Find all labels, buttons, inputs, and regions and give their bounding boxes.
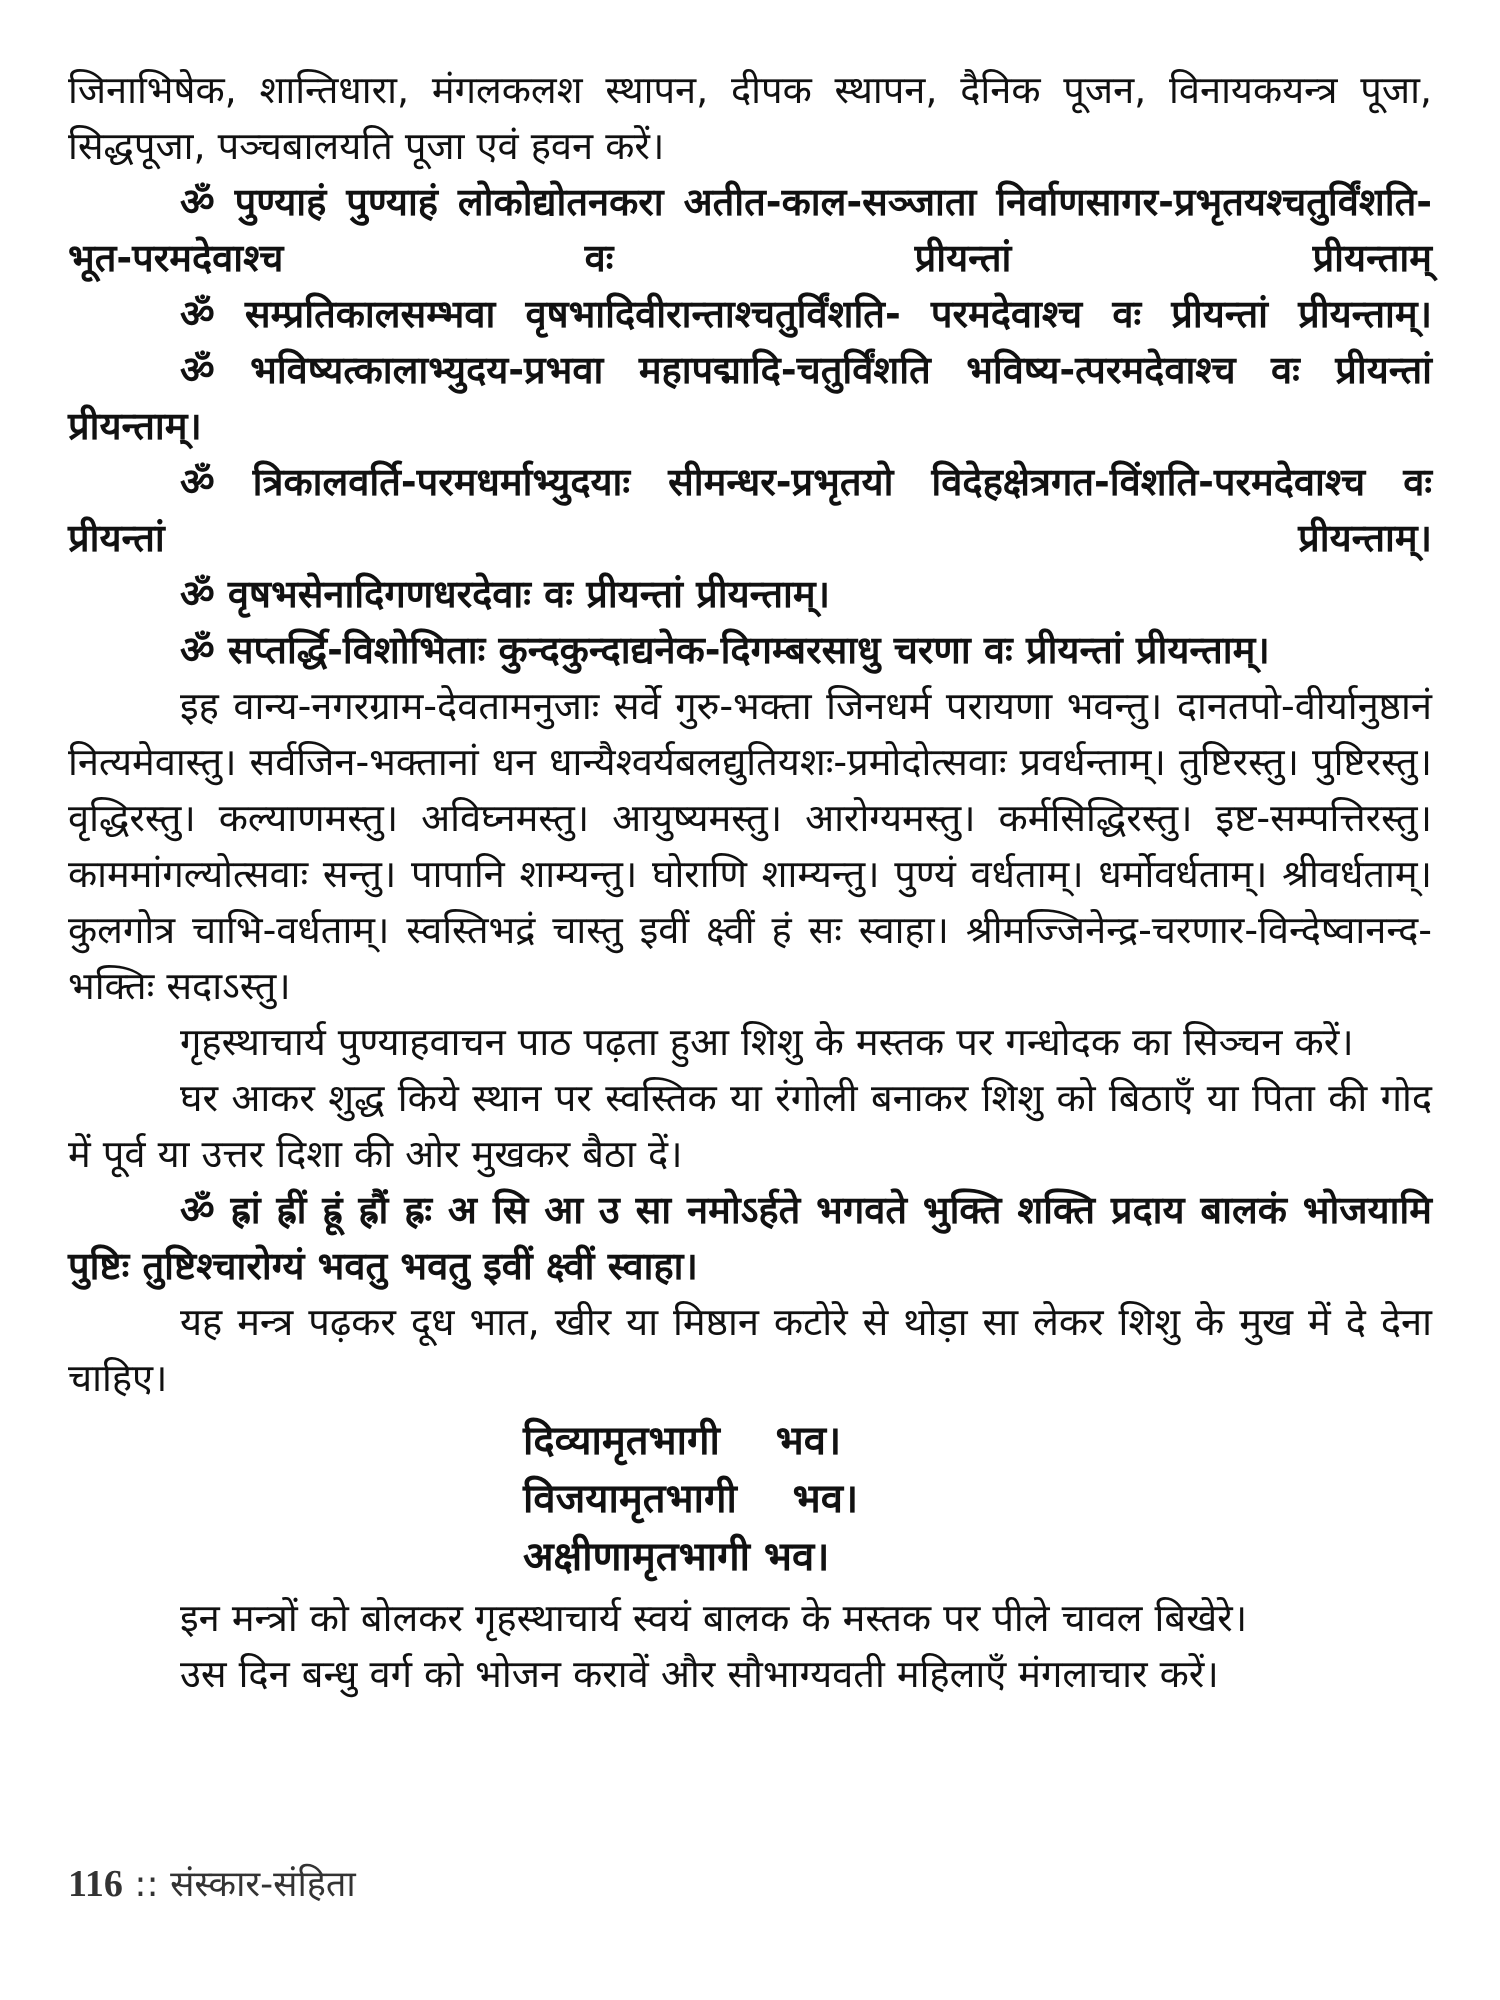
verse-line: अक्षीणामृतभागी भव। [523,1534,830,1580]
instruction-paragraph: यह मन्त्र पढ़कर दूध भात, खीर या मिष्ठान कटोरे से थोड़ा सा लेकर शिशु के मुख में दे देना चाहिए। [68,1300,1432,1400]
instruction-paragraph: घर आकर शुद्ध किये स्थान पर स्वस्तिक या रंगोली बनाकर शिशु को बिठाएँ या पिता की गोद में पूर्व या उत्तर दिशा की ओर मुखकर बैठा दें। [68,1076,1432,1176]
verse-line: दिव्यामृतभागी भव। [523,1418,842,1464]
mantra-paragraph: ॐ त्रिकालवर्ति-परमधर्माभ्युदयाः सीमन्धर-प्रभृतयो विदेहक्षेत्रगत-विंशति-परमदेवाश्च वः प्रीयन्तां प्रीयन्ताम्। [68,460,1432,560]
blessing-paragraph: इह वान्य-नगरग्राम-देवतामनुजाः सर्वे गुरु-भक्ता जिनधर्म परायणा भवन्तु। दानतपो-वीर्यानुष्ठानं नित्यमेवास्तु। सर्वजिन-भक्तानां धन धान्यैश्वर्यबलद्युतियशः-प्रमोदोत्सवाः प्रवर्धन्ताम्। तुष्टिरस्तु। पुष्टिरस्तु। वृद्धिरस्तु। कल्याणमस्तु। अविघ्नमस्तु। आयुष्यमस्तु। आरोग्यमस्तु। कर्मसिद्धिरस्तु। इष्ट-सम्पत्तिरस्तु। काममांगल्योत्सवाः सन्तु। पापानि शाम्यन्तु। घोराणि शाम्यन्तु। पुण्यं वर्धताम्। धर्मोवर्धताम्। श्रीवर्धताम्। कुलगोत्र चाभि-वर्धताम्। स्वस्तिभद्रं चास्तु इवीं क्ष्वीं हं सः स्वाहा। श्रीमज्जिनेन्द्र-चरणार-विन्देष्वानन्द-भक्तिः सदाऽस्तु। [68,684,1432,1008]
page-footer [68,1862,356,1907]
verse-line: विजयामृतभागी भव। [523,1476,859,1522]
book-title: संस्कार-संहिता [170,1864,356,1905]
mantra-paragraph: ॐ सम्प्रतिकालसम्भवा वृषभादिवीरान्ताश्चतुर्विंशति- परमदेवाश्च वः प्रीयन्तां प्रीयन्ताम्। [180,292,1432,336]
mantra-paragraph: ॐ वृषभसेनादिगणधरदेवाः वः प्रीयन्तां प्रीयन्ताम्। [180,572,830,616]
instruction-paragraph: गृहस्थाचार्य पुण्याहवाचन पाठ पढ़ता हुआ शिशु के मस्तक पर गन्धोदक का सिञ्चन करें। [180,1020,1354,1064]
mantra-paragraph: ॐ सप्तर्द्धि-विशोभिताः कुन्दकुन्दाद्यनेक-दिगम्बरसाधु चरणा वः प्रीयन्तां प्रीयन्ताम्। [180,628,1270,672]
closing-line: उस दिन बन्धु वर्ग को भोजन करावें और सौभाग्यवती महिलाएँ मंगलाचार करें। [180,1652,1219,1696]
closing-line: इन मन्त्रों को बोलकर गृहस्थाचार्य स्वयं बालक के मस्तक पर पीले चावल बिखेरे। [180,1596,1248,1640]
mantra-paragraph: ॐ पुण्याहं पुण्याहं लोकोद्योतनकरा अतीत-काल-सञ्जाता निर्वाणसागर-प्रभृतयश्चतुर्विंशति-भूत-परमदेवाश्च वः प्रीयन्तां प्रीयन्ताम् [68,180,1432,280]
verse-block [68,1412,1432,1586]
footer-separator: :: [134,1864,159,1905]
ritual-instruction-paragraph: जिनाभिषेक, शान्तिधारा, मंगलकलश स्थापन, दीपक स्थापन, दैनिक पूजन, विनायकयन्त्र पूजा, सिद्धपूजा, पञ्चबालयति पूजा एवं हवन करें। [68,68,1432,168]
feeding-mantra-paragraph: ॐ ह्रां ह्रीं ह्रूं ह्रौं ह्रः अ सि आ उ सा नमोऽर्हते भगवते भुक्ति शक्ति प्रदाय बालकं भोजयामि पुष्टिः तुष्टिश्चारोग्यं भवतु भवतु इवीं क्ष्वीं स्वाहा। [68,1188,1432,1288]
page-number: 116 [68,1863,123,1905]
mantra-paragraph: ॐ भविष्यत्कालाभ्युदय-प्रभवा महापद्मादि-चतुर्विंशति भविष्य-त्परमदेवाश्च वः प्रीयन्तां प्रीयन्ताम्। [68,348,1432,448]
